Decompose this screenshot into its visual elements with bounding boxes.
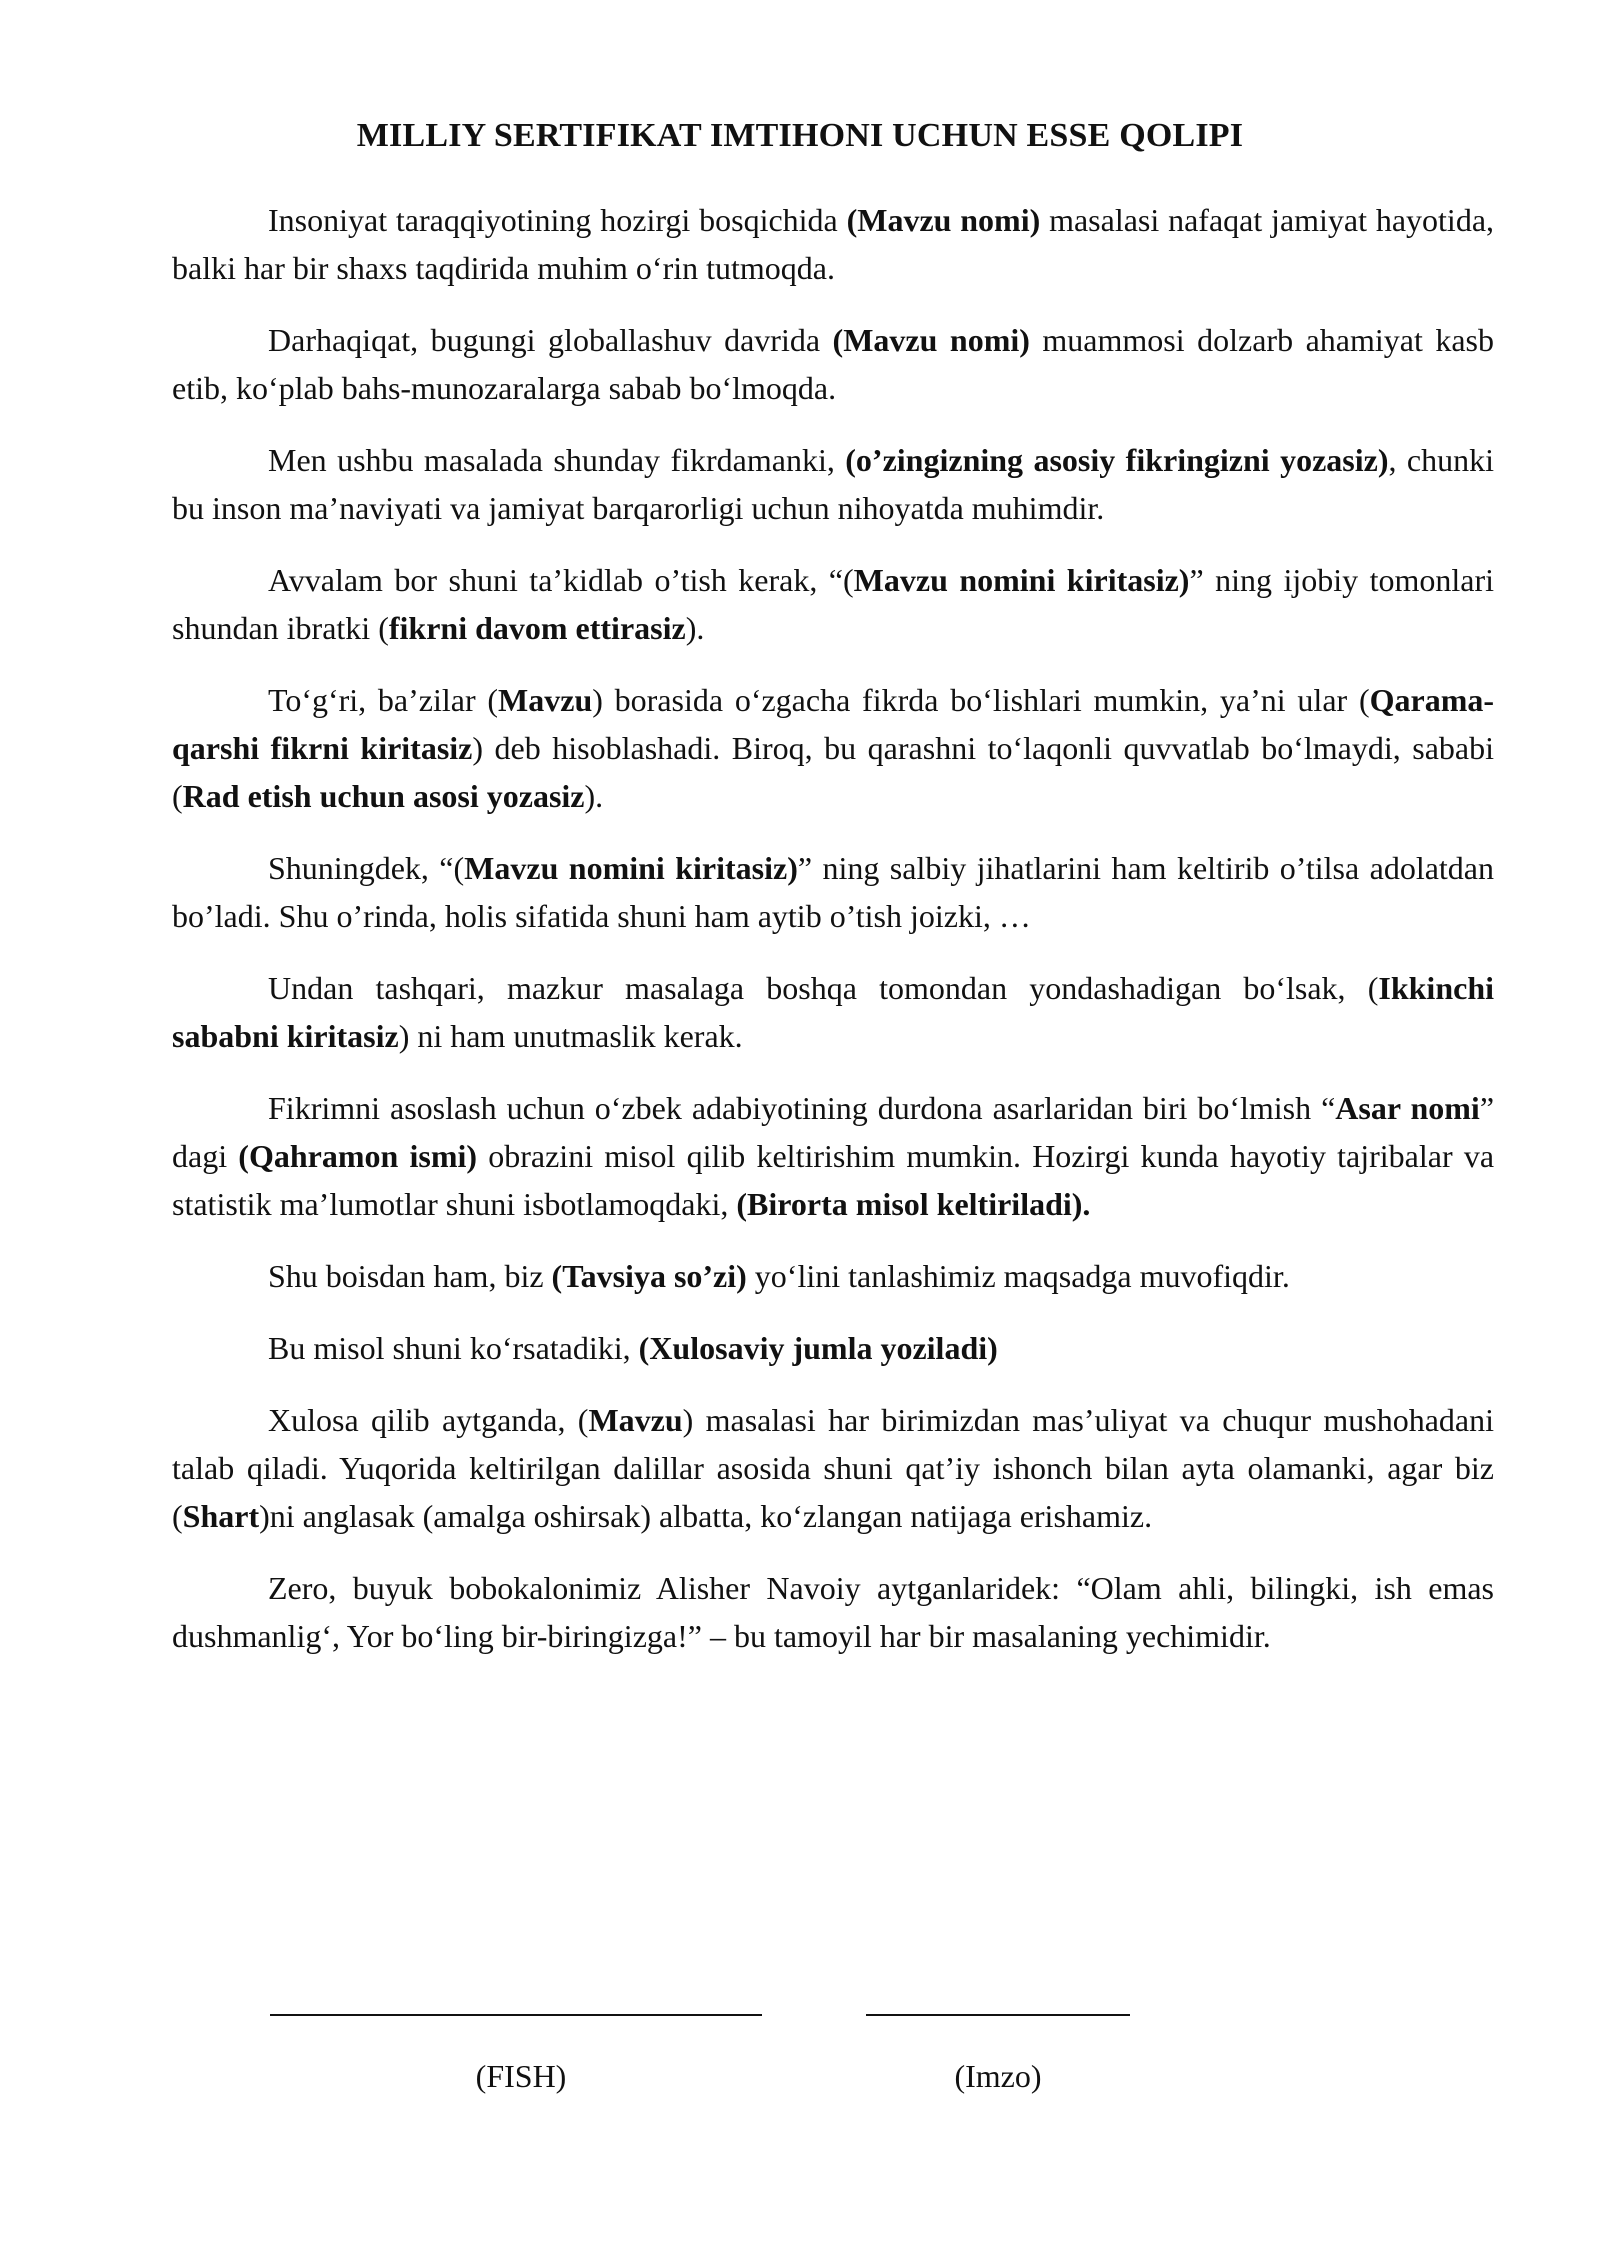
text-run: Shuningdek, “( bbox=[268, 850, 465, 886]
text-run: ) masalasi har birimizdan mas’uliyat va chuqur mushohadani talab qiladi. Yuqorida keltirilgan dalillar asosida shuni qat’iy ishonch bilan ayta olamanki, agar biz ( bbox=[172, 1402, 1495, 1534]
paragraph-4 bbox=[172, 556, 1494, 652]
bold-run: (Mavzu nomi) bbox=[846, 202, 1041, 238]
text-run: Men ushbu masalada shunday fikrdamanki, bbox=[268, 442, 846, 478]
paragraph-6 bbox=[172, 844, 1494, 940]
paragraph-8 bbox=[172, 1084, 1494, 1228]
text-run: , chunki bu inson ma’naviyati va jamiyat barqarorligi uchun nihoyatda muhimdir. bbox=[172, 442, 1495, 526]
signature-area bbox=[0, 1990, 1600, 2150]
bold-run: (Xulosaviy jumla yoziladi) bbox=[638, 1330, 998, 1366]
paragraph-3 bbox=[172, 436, 1494, 532]
imzo-signature-line bbox=[866, 2014, 1130, 2016]
bold-run: (Tavsiya so’zi) bbox=[551, 1258, 747, 1294]
paragraph-12 bbox=[172, 1564, 1494, 1660]
bold-run: Shart bbox=[182, 1498, 260, 1534]
text-run: )ni anglasak (amalga oshirsak) albatta, ko‘zlangan natijaga erishamiz. bbox=[259, 1498, 1153, 1534]
bold-run: Qarama-qarshi fikrni kiritasiz bbox=[172, 682, 1495, 766]
text-run: Xulosa qilib aytganda, ( bbox=[268, 1402, 589, 1438]
paragraph-10 bbox=[172, 1324, 1494, 1372]
text-run: masalasi nafaqat jamiyat hayotida, balki har bir shaxs taqdirida muhim o‘rin tutmoqda. bbox=[172, 202, 1495, 286]
bold-run: Mavzu nomini kiritasiz) bbox=[464, 850, 798, 886]
text-run: Fikrimni asoslash uchun o‘zbek adabiyotining durdona asarlaridan biri bo‘lmish “ bbox=[268, 1090, 1336, 1126]
bold-run: (Mavzu nomi) bbox=[832, 322, 1030, 358]
document-title: MILLIY SERTIFIKAT IMTIHONI UCHUN ESSE QOLIPI bbox=[356, 117, 1244, 154]
bold-run: (Qahramon ismi) bbox=[238, 1138, 478, 1174]
text-run: Undan tashqari, mazkur masalaga boshqa tomondan yondashadigan bo‘lsak, ( bbox=[268, 970, 1379, 1006]
text-run: yo‘lini tanlashimiz maqsadga muvofiqdir. bbox=[746, 1258, 1290, 1294]
paragraph-5 bbox=[172, 676, 1494, 820]
text-run: Avvalam bor shuni ta’kidlab o’tish kerak, “( bbox=[268, 562, 854, 598]
text-run: obrazini misol qilib keltirishim mumkin. Hozirgi kunda hayotiy tajribalar va statistik ma’lumotlar shuni isbotlamoqdaki, bbox=[172, 1138, 1495, 1222]
bold-run: fikrni davom ettirasiz bbox=[388, 610, 686, 646]
bold-run: Rad etish uchun asosi yozasiz bbox=[182, 778, 585, 814]
bold-run: Asar nomi bbox=[1335, 1090, 1480, 1126]
text-run: muammosi dolzarb ahamiyat kasb etib, ko‘plab bahs-munozaralarga sabab bo‘lmoqda. bbox=[172, 322, 1494, 406]
text-run: Zero, buyuk bobokalonimiz Alisher Navoiy aytganlaridek: “Olam ahli, bilingki, ish emas dushmanlig‘, Yor bo‘ling bir-biringizga!” – bu tamoyil har bir masalaning yechimidir. bbox=[172, 1570, 1494, 1654]
text-run: Darhaqiqat, bugungi globallashuv davrida bbox=[268, 322, 833, 358]
paragraph-11 bbox=[172, 1396, 1494, 1540]
essay-body bbox=[172, 196, 1494, 1684]
bold-run: Ikkinchi sababni kiritasiz bbox=[172, 970, 1494, 1054]
text-run: Shu boisdan ham, biz bbox=[268, 1258, 552, 1294]
text-run: ). bbox=[685, 610, 705, 646]
text-run: ) deb hisoblashadi. Biroq, bu qarashni to‘laqonli quvvatlab bo‘lmaydi, sababi ( bbox=[172, 730, 1495, 814]
text-run: ) ni ham unutmaslik kerak. bbox=[398, 1018, 743, 1054]
fish-signature-line bbox=[270, 2014, 762, 2016]
text-run: Insoniyat taraqqiyotining hozirgi bosqichida bbox=[268, 202, 847, 238]
fish-label: (FISH) bbox=[475, 2058, 567, 2094]
text-run: Bu misol shuni ko‘rsatadiki, bbox=[268, 1330, 639, 1366]
paragraph-1 bbox=[172, 196, 1494, 292]
imzo-label: (Imzo) bbox=[954, 2058, 1042, 2094]
text-run: ” ning ijobiy tomonlari shundan ibratki ( bbox=[172, 562, 1495, 646]
bold-run: (Birorta misol keltiriladi). bbox=[736, 1186, 1091, 1222]
bold-run: (o’zingizning asosiy fikringizni yozasiz) bbox=[845, 442, 1389, 478]
paragraph-9 bbox=[172, 1252, 1494, 1300]
paragraph-2 bbox=[172, 316, 1494, 412]
bold-run: Mavzu nomini kiritasiz) bbox=[853, 562, 1190, 598]
text-run: To‘g‘ri, ba’zilar ( bbox=[268, 682, 499, 718]
text-run: ). bbox=[584, 778, 604, 814]
paragraph-7 bbox=[172, 964, 1494, 1060]
bold-run: Mavzu bbox=[588, 1402, 683, 1438]
bold-run: Mavzu bbox=[498, 682, 593, 718]
text-run: ” dagi bbox=[172, 1090, 1495, 1174]
text-run: ” ning salbiy jihatlarini ham keltirib o’tilsa adolatdan bo’ladi. Shu o’rinda, holis sifatida shuni ham aytib o’tish joizki, … bbox=[172, 850, 1495, 934]
text-run: ) borasida o‘zgacha fikrda bo‘lishlari mumkin, ya’ni ular ( bbox=[592, 682, 1370, 718]
